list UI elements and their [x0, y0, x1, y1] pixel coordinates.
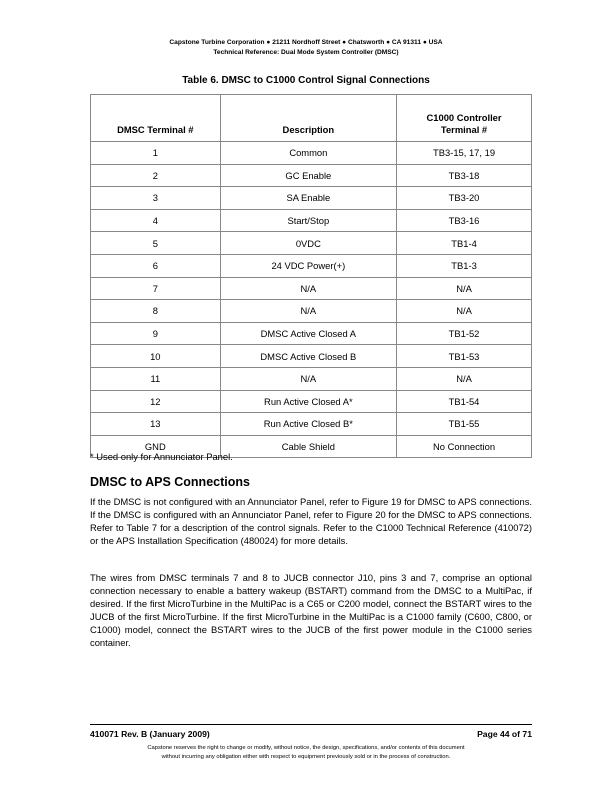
description-cell: SA Enable — [220, 187, 396, 210]
table-header-row — [91, 95, 532, 142]
terminal-cell: 5 — [91, 232, 221, 255]
description-cell: Common — [220, 142, 396, 165]
description-cell: N/A — [220, 367, 396, 390]
table-row — [91, 232, 532, 255]
terminal-cell: 13 — [91, 413, 221, 436]
terminal-cell: 7 — [91, 277, 221, 300]
section-heading: DMSC to APS Connections — [90, 475, 250, 489]
table-title: Table 6. DMSC to C1000 Control Signal Connections — [182, 75, 430, 86]
table-row — [91, 390, 532, 413]
header-address: Capstone Turbine Corporation ● 21211 Nordhoff Street ● Chatsworth ● CA 91311 ● USA — [169, 39, 443, 46]
table-row — [91, 277, 532, 300]
header-dmsc-terminal: DMSC Terminal # — [91, 95, 221, 142]
terminal-cell: 4 — [91, 209, 221, 232]
table-row — [91, 413, 532, 436]
terminal-cell: 9 — [91, 322, 221, 345]
table-row — [91, 209, 532, 232]
description-cell: Start/Stop — [220, 209, 396, 232]
controller-terminal-cell: TB1-53 — [397, 345, 532, 368]
footer-divider — [90, 724, 532, 725]
table-row — [91, 322, 532, 345]
description-cell: GC Enable — [220, 164, 396, 187]
table-footnote: * Used only for Annunciator Panel. — [90, 451, 233, 462]
controller-terminal-cell: TB1-54 — [397, 390, 532, 413]
terminal-cell: GND — [91, 435, 221, 458]
controller-terminal-cell: N/A — [397, 300, 532, 323]
body-paragraph: If the DMSC is not configured with an Annunciator Panel, refer to Figure 19 for DMSC to APS connections. If the DMSC is configured with an Annunciator Panel, refer to Figure 20 for the DMSC to APS connections. Refer to Table 7 for a description of the control signals. Refer to the C1000 Technical Reference (410072) or the APS Installation Specification (480024) for more details. — [90, 496, 532, 546]
controller-terminal-cell: No Connection — [397, 435, 532, 458]
description-cell: N/A — [220, 300, 396, 323]
controller-terminal-cell: TB3-18 — [397, 164, 532, 187]
disclaimer-line-1: Capstone reserves the right to change or modify, without notice, the design, specifications, and/or contents of this document — [147, 745, 465, 751]
terminal-cell: 11 — [91, 367, 221, 390]
description-cell: DMSC Active Closed A — [220, 322, 396, 345]
description-cell: DMSC Active Closed B — [220, 345, 396, 368]
description-cell: 24 VDC Power(+) — [220, 254, 396, 277]
table-row — [91, 367, 532, 390]
description-cell: Run Active Closed B* — [220, 413, 396, 436]
controller-terminal-cell: TB1-4 — [397, 232, 532, 255]
terminal-cell: 1 — [91, 142, 221, 165]
page-header — [0, 38, 612, 58]
header-c1000-terminal-text: C1000 Controller Terminal # — [426, 112, 502, 135]
table-row — [91, 187, 532, 210]
controller-terminal-cell: TB3-20 — [397, 187, 532, 210]
description-cell: Cable Shield — [220, 435, 396, 458]
description-cell: 0VDC — [220, 232, 396, 255]
terminal-cell: 12 — [91, 390, 221, 413]
controller-terminal-cell: TB1-52 — [397, 322, 532, 345]
header-description: Description — [220, 95, 396, 142]
disclaimer-line-2: without incurring any obligation either with respect to equipment previously sold or in the process of construction. — [161, 753, 451, 760]
footer-page-number: Page 44 of 71 — [477, 729, 532, 739]
table-row — [91, 345, 532, 368]
body-paragraph: The wires from DMSC terminals 7 and 8 to JUCB connector J10, pins 3 and 7, comprise an optional connection necessary to enable a battery wakeup (BSTART) command from the DMSC to a MultiPac, if desired. If the first MicroTurbine in the MultiPac is a C65 or C200 model, connect the BSTART wires to the JUCB of the first MicroTurbine. If the first MicroTurbine in the MultiPac is a C1000 family (C600, C800, or C1000) model, connect the BSTART wires to the JUCB of the first power module in the C1000 series container. — [90, 572, 532, 648]
controller-terminal-cell: TB3-15, 17, 19 — [397, 142, 532, 165]
terminal-cell: 10 — [91, 345, 221, 368]
footer-doc-revision: 410071 Rev. B (January 2009) — [90, 729, 210, 739]
table-row — [91, 142, 532, 165]
controller-terminal-cell: TB1-3 — [397, 254, 532, 277]
controller-terminal-cell: N/A — [397, 367, 532, 390]
controller-terminal-cell: TB3-16 — [397, 209, 532, 232]
terminal-cell: 8 — [91, 300, 221, 323]
terminal-cell: 3 — [91, 187, 221, 210]
terminal-cell: 2 — [91, 164, 221, 187]
controller-terminal-cell: TB1-55 — [397, 413, 532, 436]
description-cell: N/A — [220, 277, 396, 300]
footer-disclaimer — [0, 744, 612, 761]
controller-terminal-cell: N/A — [397, 277, 532, 300]
signal-connections-table — [90, 94, 532, 458]
table-row — [91, 300, 532, 323]
description-cell: Run Active Closed A* — [220, 390, 396, 413]
header-doc-title: Technical Reference: Dual Mode System Controller (DMSC) — [213, 49, 399, 56]
table-row — [91, 164, 532, 187]
header-c1000-terminal — [397, 95, 532, 142]
terminal-cell: 6 — [91, 254, 221, 277]
table-row — [91, 254, 532, 277]
